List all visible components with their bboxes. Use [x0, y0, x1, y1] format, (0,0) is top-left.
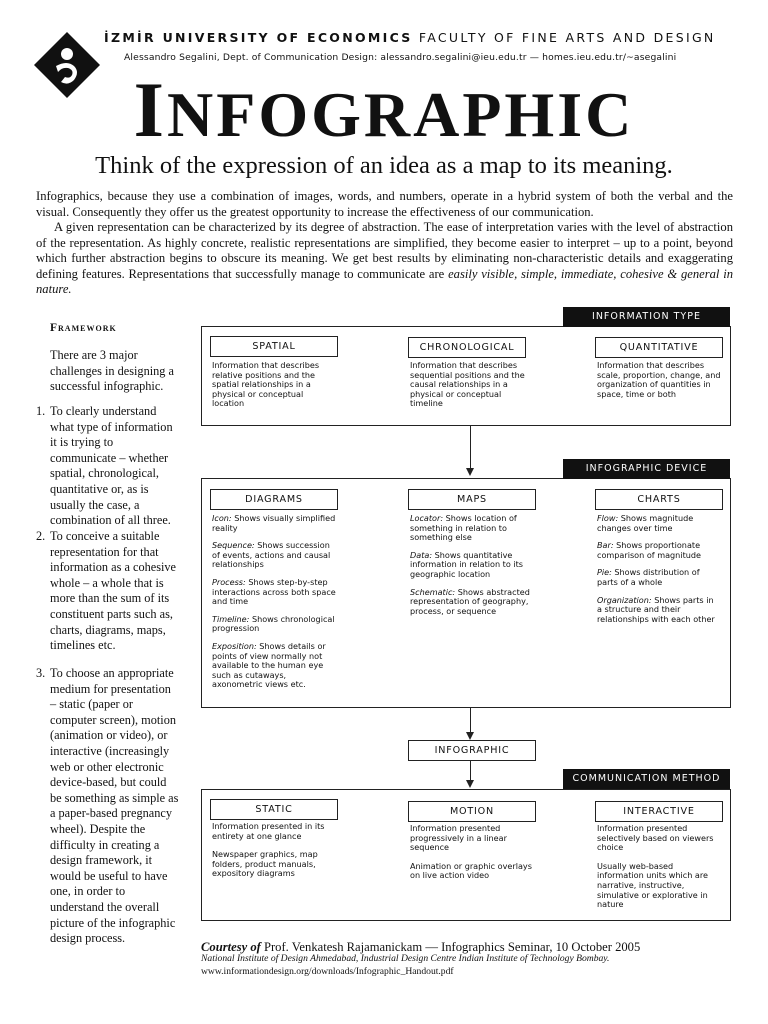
- label-chronological: CHRONOLOGICAL: [408, 337, 526, 358]
- interactive-desc: Information presented selectively based on viewers choice: [597, 823, 714, 853]
- courtesy-label: Courtesy of: [201, 940, 261, 954]
- desc-quantitative: Information that describes scale, proportion, change, and organization of quantities in space, time or both: [597, 360, 721, 399]
- chart-item-pie: Pie: Shows distribution of parts of a whole: [597, 567, 700, 587]
- title-initial: I: [133, 66, 168, 153]
- item-number: 1.: [36, 404, 46, 418]
- label-maps: MAPS: [408, 489, 536, 510]
- label-interactive: INTERACTIVE: [595, 801, 723, 822]
- faculty-name: FACULTY OF FINE ARTS AND DESIGN: [418, 30, 716, 45]
- desc-static: [212, 822, 336, 879]
- item-text: To clearly understand what type of information it is trying to communicate – whether spatial, chronological, quantitative or, as is usually the case, a combination of all three.: [50, 404, 173, 528]
- infographic-device-tag: INFOGRAPHIC DEVICE: [563, 459, 730, 479]
- connector-line: [470, 425, 471, 468]
- static-examples: Newspaper graphics, map folders, product manuals, expository diagrams: [212, 849, 318, 879]
- intro-p2-text: A given representation can be characterized by its degree of abstraction. The ease of interpretation varies with the level of abstraction of the representation. As highly concrete, realistic representations are simplified, they become easier to interpret – up to a point, beyond which further abstraction begins to obscure its meaning. We get best results by eliminating non-characteristic details and exaggerating defining features. Representations that successfully manage to communicate are: [36, 220, 733, 281]
- map-item-schematic: Schematic: Shows abstracted representation of geography, process, or sequence: [410, 586, 530, 616]
- communication-method-tag: COMMUNICATION METHOD: [563, 769, 730, 789]
- framework-item-2: [36, 529, 180, 654]
- title-rest: NFOGRAPHIC: [167, 79, 635, 150]
- framework-intro: There are 3 major challenges in designing a successful infographic.: [50, 348, 174, 394]
- connector-line: [470, 760, 471, 780]
- down-arrow-icon: [466, 780, 474, 788]
- subtitle: Think of the expression of an idea as a map to its meaning.: [95, 152, 673, 179]
- label-static: STATIC: [210, 799, 338, 820]
- chart-item-organization: Organization: Shows parts in a structure and their relationships with each other: [597, 594, 715, 624]
- intro-p2-italic: easily visible, simple, immediate, cohesive & general in nature.: [36, 266, 733, 296]
- page-title: [0, 66, 768, 155]
- label-spatial: SPATIAL: [210, 336, 338, 357]
- item-number: 2.: [36, 529, 46, 543]
- motion-examples: Animation or graphic overlays on live action video: [410, 860, 532, 881]
- institute-line: National Institute of Design Ahmedabad, Industrial Design Centre Indian Institute of Technology Bombay.: [201, 953, 610, 964]
- map-item-data: Data: Shows quantitative information in relation to its geographic location: [410, 549, 523, 579]
- framework-heading: Framework: [50, 322, 117, 334]
- source-url[interactable]: www.informationdesign.org/downloads/Infographic_Handout.pdf: [201, 966, 454, 977]
- intro-paragraph-2: [36, 220, 733, 298]
- diagrams-list: [212, 514, 336, 690]
- item-text: To conceive a suitable representation for that information as a cohesive whole – a whole that is more than the sum of its constituent parts such as, charts, diagrams, maps, timelines etc.: [50, 529, 177, 653]
- intro-paragraph-1: Infographics, because they use a combination of images, words, and numbers, operate in a hybrid system of both the verbal and the visual. Consequently they offer us the greatest opportunity to increase the effectiveness of our communication.: [36, 189, 733, 219]
- diagram-item-process: Process: Shows step-by-step interactions across both space and time: [212, 576, 336, 607]
- motion-desc: Information presented progressively in a linear sequence: [410, 823, 507, 853]
- down-arrow-icon: [466, 732, 474, 740]
- desc-spatial: Information that describes relative positions and the spatial relationships in a physical or conceptual location: [212, 360, 320, 409]
- author-line: Alessandro Segalini, Dept. of Communication Design: alessandro.segalini@ieu.edu.tr — homes.ieu.edu.tr/~asegalini: [124, 52, 677, 63]
- university-line: [104, 30, 716, 45]
- label-motion: MOTION: [408, 801, 536, 822]
- diagram-item-timeline: Timeline: Shows chronological progression: [212, 613, 335, 634]
- connector-line: [470, 707, 471, 733]
- map-item-locator: Locator: Shows location of something in relation to something else: [410, 513, 517, 543]
- desc-chronological: Information that describes sequential positions and the causal relationships in a physical or conceptual timeline: [410, 360, 525, 409]
- static-desc: Information presented in its entirety at one glance: [212, 821, 325, 841]
- item-text: To choose an appropriate medium for presentation – static (paper or computer screen), motion (animation or video), or interactive (increasingly web or other electronic device-based, but could be something as simple as a paper-based pregnancy wheel). Despite the difficulty in creating a design framework, it would be useful to have one, in order to understand the overall picture of the infographic design process.: [50, 666, 179, 946]
- courtesy-text: Prof. Venkatesh Rajamanickam — Infographics Seminar, 10 October 2005: [260, 940, 641, 954]
- framework-item-1: [36, 404, 180, 529]
- desc-interactive: [597, 824, 721, 910]
- framework-item-3: [36, 666, 180, 947]
- diagram-item-icon: Icon: Shows visually simplified reality: [212, 513, 336, 533]
- diagram-item-exposition: Exposition: Shows details or points of view normally not available to the human eye such as cutaways, axonometric views etc.: [212, 640, 326, 690]
- interactive-examples: Usually web-based information units which are narrative, instructive, simulative or explorative in nature: [597, 860, 708, 910]
- label-charts: CHARTS: [595, 489, 723, 510]
- charts-list: [597, 514, 721, 624]
- university-name: İZMİR UNIVERSITY OF ECONOMICS: [104, 30, 413, 45]
- maps-list: [410, 514, 534, 616]
- information-type-tag: INFORMATION TYPE: [563, 307, 730, 327]
- down-arrow-icon: [466, 468, 474, 476]
- label-infographic: INFOGRAPHIC: [408, 740, 536, 761]
- item-number: 3.: [36, 666, 46, 680]
- desc-motion: [410, 824, 534, 881]
- chart-item-bar: Bar: Shows proportionate comparison of magnitude: [597, 540, 701, 560]
- diagram-item-sequence: Sequence: Shows succession of events, actions and causal relationships: [212, 540, 331, 570]
- label-quantitative: QUANTITATIVE: [595, 337, 723, 358]
- chart-item-flow: Flow: Shows magnitude changes over time: [597, 513, 694, 533]
- label-diagrams: DIAGRAMS: [210, 489, 338, 510]
